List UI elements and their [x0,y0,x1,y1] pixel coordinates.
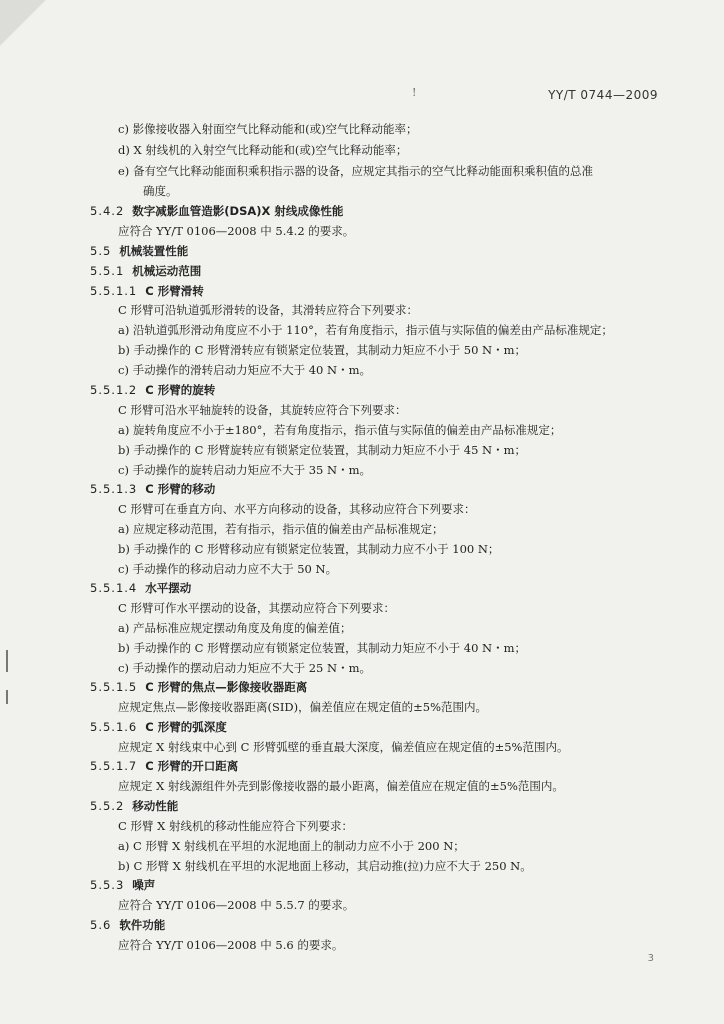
list-item: b) 手动操作的 C 形臂旋转应有锁紧定位装置，其制动力矩应不小于 45 N・m； [118,443,527,457]
section-number: 5.5.1.5 [90,680,138,694]
section-title: C 形臂的旋转 [145,383,216,397]
section-title: 噪声 [132,878,156,892]
list-item: c) 手动操作的移动启动力应不大于 50 N。 [118,562,338,576]
scan-margin-mark [6,650,8,672]
section-number: 5.5.3 [90,878,125,892]
section-number: 5.5.1 [90,264,125,278]
list-item: c) 手动操作的旋转启动力矩应不大于 35 N・m。 [118,463,371,477]
section-heading [90,877,155,893]
section-number: 5.5.1.6 [90,720,138,734]
section-title: 数字减影血管造影(DSA)X 射线成像性能 [132,204,344,218]
list-item: c) 影像接收器入射面空气比释动能和(或)空气比释动能率； [118,122,418,136]
section-heading [90,203,343,219]
section-title: C 形臂的焦点—影像接收器距离 [145,680,308,694]
list-item: a) 沿轨道弧形滑动角度应不小于 110°，若有角度指示，指示值与实际值的偏差由产品标准规定； [118,323,613,337]
paragraph: 应规定 X 射线束中心到 C 形臂弧壁的垂直最大深度，偏差值应在规定值的±5%范围内。 [118,740,569,754]
list-item: a) 产品标准应规定摆动角度及角度的偏差值； [118,621,352,635]
paragraph: 应规定 X 射线源组件外壳到影像接收器的最小距离，偏差值应在规定值的±5%范围内。 [118,779,564,793]
paragraph: C 形臂可作水平摆动的设备，其摆动应符合下列要求： [118,601,395,615]
section-title: C 形臂滑转 [145,284,204,298]
scan-mark: ! [412,86,417,99]
section-number: 5.5.1.3 [90,482,138,496]
list-item: a) 应规定移动范围，若有指示，指示值的偏差由产品标准规定； [118,522,444,536]
section-number: 5.5.1.7 [90,759,138,773]
list-item: d) X 射线机的入射空气比释动能和(或)空气比释动能率； [118,143,408,157]
section-heading [90,243,188,259]
list-item: a) C 形臂 X 射线机在平坦的水泥地面上的制动力应不小于 200 N； [118,839,465,853]
section-number: 5.5.2 [90,799,125,813]
list-item: c) 手动操作的摆动启动力矩应不大于 25 N・m。 [118,661,371,675]
section-heading [90,283,204,299]
section-title: 水平摆动 [145,581,192,595]
page-number: 3 [647,953,654,964]
section-title: C 形臂的开口距离 [145,759,239,773]
section-title: 机械装置性能 [119,244,189,258]
scan-corner-shadow [0,0,90,60]
section-heading [90,382,215,398]
section-heading [90,481,215,497]
paragraph: 应规定焦点—影像接收器距离(SID)，偏差值应在规定值的±5%范围内。 [118,700,487,714]
section-title: 软件功能 [119,918,166,932]
section-heading [90,719,227,735]
list-item: b) C 形臂 X 射线机在平坦的水泥地面上移动，其启动推(拉)力应不大于 250 N。 [118,859,532,873]
section-heading [90,917,165,933]
section-heading [90,263,201,279]
paragraph: C 形臂 X 射线机的移动性能应符合下列要求： [118,819,353,833]
section-number: 5.5 [90,244,112,258]
paragraph: C 形臂可沿轨道弧形滑转的设备，其滑转应符合下列要求： [118,303,418,317]
section-number: 5.6 [90,918,112,932]
list-item-continuation: 确度。 [143,184,178,198]
section-number: 5.5.1.4 [90,581,138,595]
paragraph: 应符合 YY/T 0106—2008 中 5.5.7 的要求。 [118,898,355,912]
section-title: 机械运动范围 [132,264,202,278]
scan-margin-mark [6,690,8,704]
section-number: 5.4.2 [90,204,125,218]
section-title: C 形臂的弧深度 [145,720,227,734]
section-title: C 形臂的移动 [145,482,216,496]
list-item: c) 手动操作的滑转启动力矩应不大于 40 N・m。 [118,363,371,377]
paragraph: C 形臂可在垂直方向、水平方向移动的设备，其移动应符合下列要求： [118,502,476,516]
list-item: e) 备有空气比释动能面积乘积指示器的设备，应规定其指示的空气比释动能面积乘积值的总准 [118,164,593,178]
list-item: b) 手动操作的 C 形臂移动应有锁紧定位装置，其制动力应不小于 100 N； [118,542,500,556]
paragraph: 应符合 YY/T 0106—2008 中 5.4.2 的要求。 [118,224,355,238]
paragraph: C 形臂可沿水平轴旋转的设备，其旋转应符合下列要求： [118,403,407,417]
list-item: b) 手动操作的 C 形臂滑转应有锁紧定位装置，其制动力矩应不小于 50 N・m； [118,343,527,357]
section-title: 移动性能 [132,799,179,813]
section-heading [90,798,178,814]
paragraph: 应符合 YY/T 0106—2008 中 5.6 的要求。 [118,938,344,952]
section-number: 5.5.1.2 [90,383,138,397]
standard-number-header: YY/T 0744—2009 [548,88,658,102]
list-item: a) 旋转角度应不小于±180°，若有角度指示，指示值与实际值的偏差由产品标准规定； [118,423,562,437]
section-number: 5.5.1.1 [90,284,138,298]
section-heading [90,758,238,774]
section-heading [90,580,191,596]
list-item: b) 手动操作的 C 形臂摆动应有锁紧定位装置，其制动力矩应不小于 40 N・m； [118,641,527,655]
section-heading [90,679,307,695]
